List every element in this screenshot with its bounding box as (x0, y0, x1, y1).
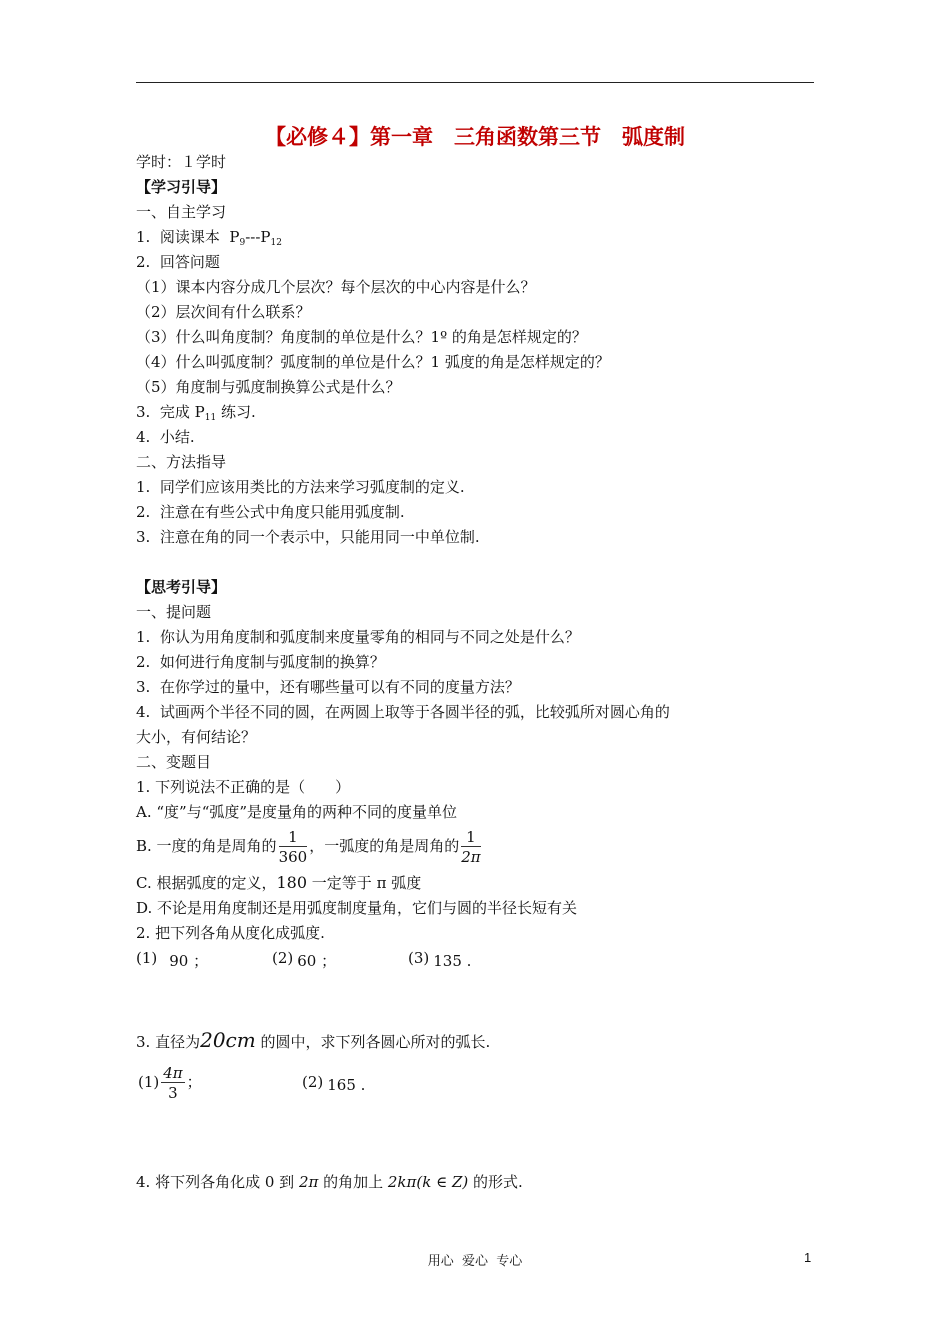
problem-1-option-b: B. 一度的角是周角的 $\frac{1}{360}$ ，一弧度的角是周角的 $\frac{1}{2\pi}$ (136, 827, 481, 866)
fraction-1-2pi: $\frac{1}{2\pi}$ (461, 827, 481, 866)
heading-self-study: 一、自主学习 (136, 203, 227, 221)
question-5: （5）角度制与弧度制换算公式是什么？ (136, 378, 401, 396)
problem-1: 1. 下列说法不正确的是（ ） (136, 778, 351, 796)
page-number: 1 (804, 1250, 812, 1265)
problem-3-part-2: (2) 165 . (302, 1073, 366, 1094)
question-3: （3）什么叫角度制？角度制的单位是什么？1º 的角是怎样规定的？ (136, 328, 587, 346)
question-1: （1）课本内容分成几个层次？每个层次的中心内容是什么？ (136, 278, 536, 296)
problem-3-part-1: (1) $\frac{4\pi}{3}$ ； (138, 1063, 202, 1102)
study-hours: 学时：１学时 (136, 153, 227, 171)
method-3: 3. 注意在角的同一个表示中，只能用同一中单位制. (136, 528, 480, 546)
problem-2-part-1: (1) 90 ； (136, 949, 209, 970)
problem-3: 3. 直径为20cm 的圆中，求下列各圆心所对的弧长. (136, 1028, 491, 1052)
think-2: 2. 如何进行角度制与弧度制的换算？ (136, 653, 385, 671)
problem-1-option-a: A. “度”与“弧度”是度量角的两种不同的度量单位 (136, 803, 458, 821)
method-1: 1. 同学们应该用类比的方法来学习弧度制的定义. (136, 478, 465, 496)
fraction-4pi-3: $\frac{4\pi}{3}$ (163, 1063, 183, 1102)
method-2: 2. 注意在有些公式中角度只能用弧度制. (136, 503, 405, 521)
problem-2-part-3: (3) 135 . (408, 949, 472, 970)
question-2: （2）层次间有什么联系？ (136, 303, 311, 321)
fraction-1-360: $\frac{1}{360}$ (278, 827, 308, 866)
question-4: （4）什么叫弧度制？弧度制的单位是什么？1 弧度的角是怎样规定的？ (136, 353, 610, 371)
problem-2: 2. 把下列各角从度化成弧度. (136, 924, 325, 942)
heading-variant: 二、变题目 (136, 753, 212, 771)
item-exercise: 3. 完成 $P_{11}$ 练习. (136, 403, 256, 423)
problem-1-option-d: D. 不论是用角度制还是用弧度制度量角，它们与圆的半径长短有关 (136, 899, 578, 917)
item-summary: 4. 小结. (136, 428, 195, 446)
item-answer-questions: 2. 回答问题 (136, 253, 220, 271)
heading-method: 二、方法指导 (136, 453, 227, 471)
header-rule (136, 82, 814, 83)
heading-think: 【思考引导】 (136, 578, 227, 596)
think-4b: 大小，有何结论？ (136, 728, 257, 746)
think-1: 1. 你认为用角度制和弧度制来度量零角的相同与不同之处是什么？ (136, 628, 580, 646)
problem-2-part-2: (2) 60 ； (272, 949, 337, 970)
heading-ask: 一、提问题 (136, 603, 212, 621)
problem-1-option-c: C. 根据弧度的定义，180 一定等于 π 弧度 (136, 873, 422, 892)
problem-4: 4. 将下列各角化成 0 到 2π 的角加上 2kπ(k ∈ Z) 的形式. (136, 1173, 523, 1191)
item-read-textbook: 1. 阅读课本 $P_9---P_{12}$ (136, 228, 282, 248)
think-3: 3. 在你学过的量中，还有哪些量可以有不同的度量方法？ (136, 678, 520, 696)
page-title: 【必修４】第一章 三角函数第三节 弧度制 (265, 124, 685, 149)
heading-guide: 【学习引导】 (136, 178, 227, 196)
footer-slogan: 用心 爱心 专心 (427, 1254, 523, 1269)
think-4a: 4. 试画两个半径不同的圆，在两圆上取等于各圆半径的弧，比较弧所对圆心角的 (136, 703, 670, 721)
